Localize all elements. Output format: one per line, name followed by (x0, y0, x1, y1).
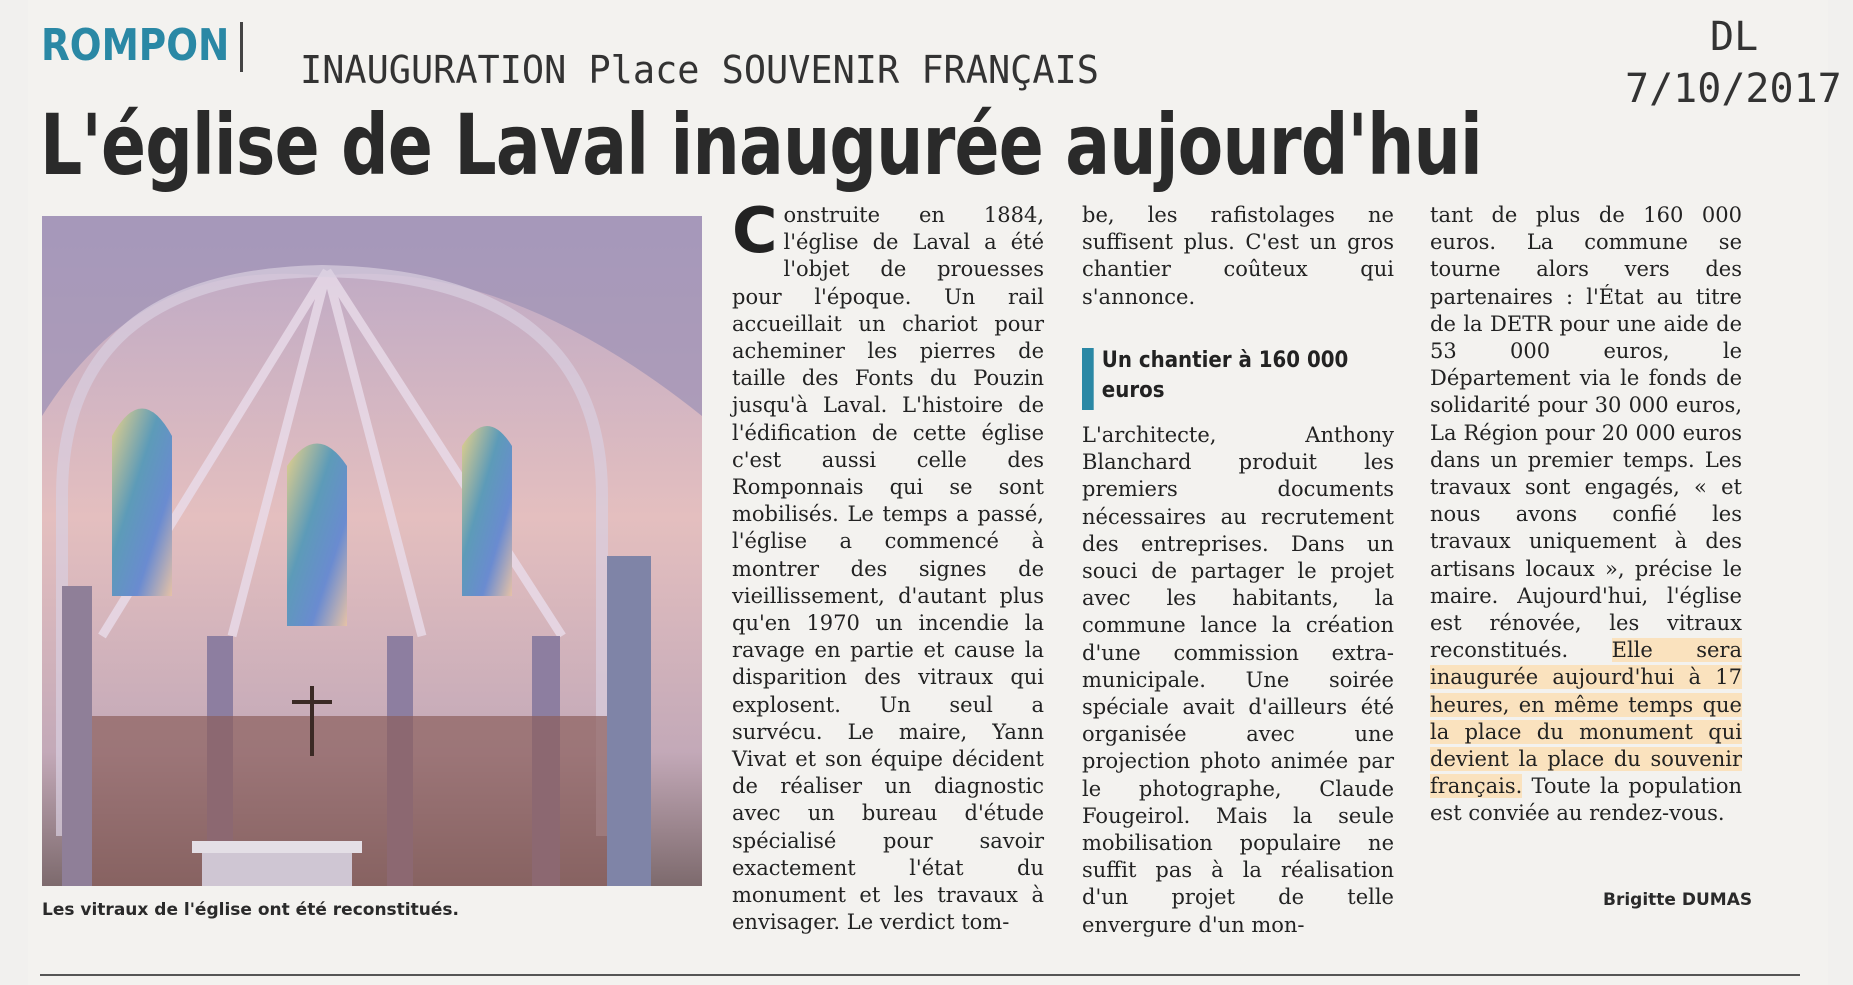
section-label: ROMPON (41, 20, 230, 71)
byline: Brigitte DUMAS (1603, 890, 1753, 910)
column3-text-end: Toute la population est conviée au rendez-vous. (1430, 774, 1742, 826)
column2-text-after: L'architecte, Anthony Blanchard produit les premiers documents nécessaires au recrutement des entreprises. Dans un souci de partager le projet avec les habitants, la commune lance la création d'une commission extra-municipale. Une soirée spéciale avait d'ailleurs été organisée avec une projection photo animée par le photographe, Claude Fougeirol. Mais la seule mobilisation populaire ne suffit pas à la réalisation d'un projet de telle envergure d'un mon- (1082, 423, 1394, 937)
column2-text-before: be, les rafistolages ne suffisent plus. C'est un gros chantier coûteux qui s'annonce. (1082, 203, 1394, 309)
handwritten-date: 7/10/2017 (1625, 66, 1842, 112)
article-column-3 (1430, 202, 1742, 828)
highlighted-passage: Elle sera inaugurée aujourd'hui à 17 heures, en même temps que la place du monument qui devient la place du souvenir français. (1430, 638, 1742, 799)
handwritten-source: DL (1710, 14, 1759, 60)
photo-caption: Les vitraux de l'église ont été reconstitués. (42, 900, 459, 920)
bottom-rule (40, 974, 1800, 976)
article-column-2 (1082, 202, 1394, 311)
article-column-2-continued (1082, 422, 1394, 939)
subhead: Un chantier à 160 000 euros (1082, 346, 1381, 406)
church-apse-illustration (42, 216, 702, 886)
column3-text: tant de plus de 160 000 euros. La commune se tourne alors vers des partenaires : l'État au titre de la DETR pour une aide de 53 000 euros, le Département via le fonds de solidarité pour 30 000 euros, La Région pour 20 000 euros dans un premier temps. Les travaux sont engagés, « et nous avons confié les travaux uniquement à des artisans locaux », précise le maire. Aujourd'hui, l'église est rénovée, les vitraux reconstitués. (1430, 203, 1742, 663)
section-divider (240, 22, 243, 72)
column1-text: onstruite en 1884, l'église de Laval a été l'objet de prouesses pour l'époque. Un rail accueillait un chariot pour acheminer les pierres de taille des Fonts du Pouzin jusqu'à Laval. L'histoire de l'édification de cette église c'est aussi celle des Romponnais qui se sont mobilisés. Le temps a passé, l'église a commencé à montrer des signes de vieillissement, d'autant plus qu'en 1970 un incendie la ravage en partie et cause la disparition des vitraux qui explosent. Un seul a survécu. Le maire, Yann Vivat et son équipe décident de réaliser un diagnostic avec un bureau d'étude spécialisé pour savoir exactement l'état du monument et les travaux à envisager. Le verdict tom- (732, 203, 1044, 935)
article-column-1 (732, 194, 1044, 936)
handwritten-note: INAUGURATION Place SOUVENIR FRANÇAIS (300, 48, 1099, 92)
church-interior-photo (42, 216, 702, 886)
drop-cap: C (732, 194, 778, 267)
headline: L'église de Laval inaugurée aujourd'hui (40, 96, 1482, 194)
